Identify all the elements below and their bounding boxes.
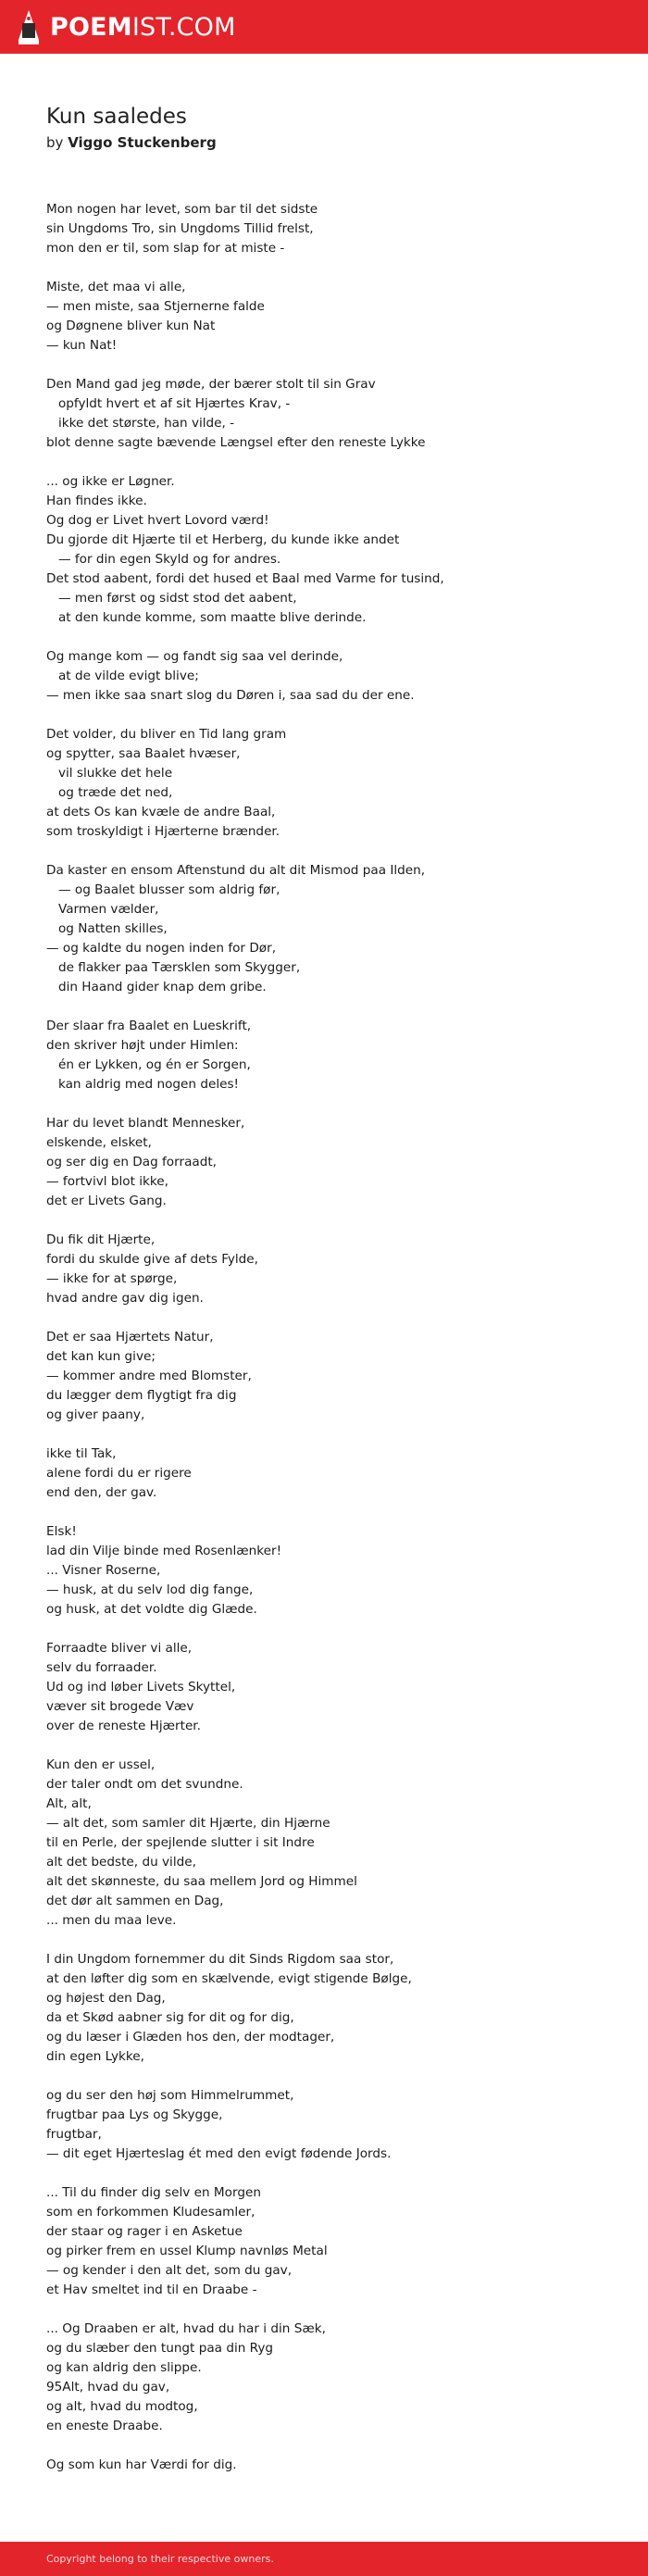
poem-line: blot denne sagte bævende Længsel efter den reneste Lykke bbox=[46, 435, 426, 450]
poem-line: Miste, det maa vi alle, bbox=[46, 280, 186, 294]
logo-light-text: IST.COM bbox=[131, 12, 236, 42]
poem-line: Da kaster en ensom Aftenstund du alt dit Mismod paa Ilden, bbox=[46, 863, 426, 878]
poem-line: og træde det ned, bbox=[46, 785, 173, 800]
poem-line: — og Baalet blusser som aldrig før, bbox=[46, 882, 280, 897]
poem-line: Der slaar fra Baalet en Lueskrift, bbox=[46, 1019, 252, 1033]
poem-line: at de vilde evigt blive; bbox=[46, 669, 199, 683]
poem-line: — og kaldte du nogen inden for Dør, bbox=[46, 941, 277, 956]
poem-line: der staar og rager i en Asketue bbox=[46, 2224, 243, 2239]
poem-line: at den kunde komme, som maatte blive derinde. bbox=[46, 610, 367, 625]
pen-nib-icon bbox=[17, 8, 41, 45]
poem-line: og du ser den høj som Himmelrummet, bbox=[46, 2088, 294, 2103]
poem-line: og du slæber den tungt paa din Ryg bbox=[46, 2341, 274, 2356]
poem-line: end den, der gav. bbox=[46, 1485, 157, 1500]
poem-line: da et Skød aabner sig for dit og for dig, bbox=[46, 2010, 294, 2025]
poem-line: lad din Vilje binde med Rosenlænker! bbox=[46, 1544, 282, 1558]
poem-line: som troskyldigt i Hjærterne brænder. bbox=[46, 824, 280, 839]
site-footer bbox=[0, 2542, 648, 2576]
poem-line: I din Ungdom fornemmer du dit Sinds Rigdom saa stor, bbox=[46, 1952, 394, 1967]
poem-stanza bbox=[46, 2456, 620, 2475]
poem-line: — dit eget Hjærteslag ét med den evigt fødende Jords. bbox=[46, 2146, 392, 2161]
poem-stanza bbox=[46, 278, 620, 356]
poem-line: — og kender i den alt det, som du gav, bbox=[46, 2263, 293, 2278]
poem-line: og Natten skilles, bbox=[46, 921, 168, 936]
poem-line: sin Ungdoms Tro, sin Ungdoms Tillid frelst, bbox=[46, 221, 314, 236]
poem-line: opfyldt hvert et af sit Hjærtes Krav, - bbox=[46, 396, 291, 411]
poem-heading bbox=[46, 102, 611, 153]
poem-line: frugtbar paa Lys og Skygge, bbox=[46, 2107, 223, 2122]
poem-line: til en Perle, der spejlende slutter i sit Indre bbox=[46, 1835, 315, 1850]
poem-stanza bbox=[46, 375, 620, 453]
poem-stanza bbox=[46, 725, 620, 842]
poem-line: Alt, alt, bbox=[46, 1796, 92, 1811]
poem-line: du lægger dem flygtigt fra dig bbox=[46, 1388, 237, 1403]
poem-line: frugtbar, bbox=[46, 2127, 102, 2142]
poem-line: Den Mand gad jeg møde, der bærer stolt til sin Grav bbox=[46, 377, 376, 392]
poem-line: alt det skønneste, du saa mellem Jord og Himmel bbox=[46, 1874, 357, 1889]
poem-line: og alt, hvad du modtog, bbox=[46, 2399, 198, 2414]
poem-line: og kan aldrig den slippe. bbox=[46, 2360, 202, 2375]
poem-line: det kan kun give; bbox=[46, 1349, 156, 1364]
poem-line: og pirker frem en ussel Klump navnløs Metal bbox=[46, 2244, 328, 2258]
site-logo[interactable] bbox=[17, 8, 236, 45]
poem-line: — men miste, saa Stjernerne falde bbox=[46, 299, 265, 314]
poem-line: ikke til Tak, bbox=[46, 1446, 117, 1461]
poem-line: — husk, at du selv lod dig fange, bbox=[46, 1582, 254, 1597]
poem-line: ... Og Draaben er alt, hvad du har i din Sæk, bbox=[46, 2321, 326, 2336]
poem-line: Det volder, du bliver en Tid lang gram bbox=[46, 727, 287, 742]
poem-line: at dets Os kan kvæle de andre Baal, bbox=[46, 805, 276, 819]
poem-line: og du læser i Glæden hos den, der modtager, bbox=[46, 2030, 335, 2045]
poem-line: Har du levet blandt Mennesker, bbox=[46, 1116, 245, 1131]
poem-line: én er Lykken, og én er Sorgen, bbox=[46, 1057, 251, 1072]
poem-line: — kun Nat! bbox=[46, 338, 118, 353]
poem-stanza bbox=[46, 472, 620, 628]
poem-line: og ser dig en Dag forraadt, bbox=[46, 1155, 218, 1169]
poem-line: Elsk! bbox=[46, 1524, 77, 1539]
poem-line: alene fordi du er rigere bbox=[46, 1466, 192, 1481]
poem-line: 95Alt, hvad du gav, bbox=[46, 2380, 170, 2395]
logo-text bbox=[50, 12, 236, 42]
site-header bbox=[0, 0, 648, 54]
poem-line: — men ikke saa snart slog du Døren i, saa sad du der ene. bbox=[46, 688, 415, 703]
poem-line: Du gjorde dit Hjærte til et Herberg, du kunde ikke andet bbox=[46, 532, 400, 547]
poem-line: ikke det største, han vilde, - bbox=[46, 416, 235, 431]
poem-author[interactable]: Viggo Stuckenberg bbox=[68, 134, 217, 151]
poem-line: Varmen vælder, bbox=[46, 902, 159, 917]
poem-line: den skriver højt under Himlen: bbox=[46, 1038, 239, 1053]
poem-line: Mon nogen har levet, som bar til det sidste bbox=[46, 202, 318, 217]
poem-stanza bbox=[46, 2086, 620, 2164]
poem-line: vil slukke det hele bbox=[46, 766, 173, 781]
poem-line: alt det bedste, du vilde, bbox=[46, 1855, 196, 1869]
poem-line: mon den er til, som slap for at miste - bbox=[46, 241, 285, 256]
poem-line: ... Til du finder dig selv en Morgen bbox=[46, 2185, 261, 2200]
poem-line: Ud og ind løber Livets Skyttel, bbox=[46, 1680, 236, 1694]
poem-line: og højest den Dag, bbox=[46, 1991, 166, 2006]
poem-line: og Døgnene bliver kun Nat bbox=[46, 319, 216, 333]
poem-line: selv du forraader. bbox=[46, 1660, 157, 1675]
poem-line: det dør alt sammen en Dag, bbox=[46, 1894, 224, 1908]
poem-stanza bbox=[46, 1017, 620, 1094]
poem-line: Det stod aabent, fordi det hused et Baal med Varme for tusind, bbox=[46, 571, 444, 586]
poem-line: et Hav smeltet ind til en Draabe - bbox=[46, 2282, 257, 2297]
logo-bold-text: POEM bbox=[50, 12, 132, 42]
poem-body bbox=[46, 200, 620, 2495]
poem-line: over de reneste Hjærter. bbox=[46, 1719, 201, 1733]
poem-line: ... men du maa leve. bbox=[46, 1913, 177, 1928]
poem-line: hvad andre gav dig igen. bbox=[46, 1291, 204, 1306]
poem-line: Det er saa Hjærtets Natur, bbox=[46, 1330, 214, 1344]
poem-line: din egen Lykke, bbox=[46, 2049, 144, 2064]
poem-line: — alt det, som samler dit Hjærte, din Hjærne bbox=[46, 1816, 330, 1831]
poem-line: — ikke for at spørge, bbox=[46, 1271, 178, 1286]
poem-line: ... Visner Roserne, bbox=[46, 1563, 161, 1578]
poem-stanza bbox=[46, 647, 620, 706]
poem-line: din Haand gider knap dem gribe. bbox=[46, 980, 267, 994]
poem-stanza bbox=[46, 1950, 620, 2067]
poem-line: — kommer andre med Blomster, bbox=[46, 1369, 252, 1383]
byline bbox=[46, 132, 611, 153]
poem-line: og spytter, saa Baalet hvæser, bbox=[46, 746, 241, 761]
poem-line: ... og ikke er Løgner. bbox=[46, 474, 175, 489]
poem-line: der taler ondt om det svundne. bbox=[46, 1777, 243, 1792]
poem-line: at den løfter dig som en skælvende, evigt stigende Bølge, bbox=[46, 1971, 412, 1986]
poem-line: Og som kun har Værdi for dig. bbox=[46, 2457, 237, 2472]
poem-stanza bbox=[46, 1328, 620, 1425]
poem-stanza bbox=[46, 1231, 620, 1308]
poem-line: Og mange kom — og fandt sig saa vel derinde, bbox=[46, 649, 343, 664]
poem-line: — fortvivl blot ikke, bbox=[46, 1174, 168, 1189]
poem-line: det er Livets Gang. bbox=[46, 1194, 167, 1208]
poem-line: en eneste Draabe. bbox=[46, 2419, 163, 2433]
poem-stanza bbox=[46, 2183, 620, 2300]
poem-line: og giver paany, bbox=[46, 1407, 145, 1422]
poem-line: elskende, elsket, bbox=[46, 1135, 152, 1150]
poem-line: Han findes ikke. bbox=[46, 494, 147, 508]
copyright-text: Copyright belong to their respective owners. bbox=[46, 2553, 274, 2565]
poem-line: og husk, at det voldte dig Glæde. bbox=[46, 1602, 257, 1617]
poem-line: fordi du skulde give af dets Fylde, bbox=[46, 1252, 258, 1267]
poem-stanza bbox=[46, 200, 620, 258]
poem-stanza bbox=[46, 1756, 620, 1931]
poem-line: de flakker paa Tærsklen som Skygger, bbox=[46, 960, 301, 975]
poem-title: Kun saaledes bbox=[46, 105, 187, 129]
poem-line: væver sit brogede Væv bbox=[46, 1699, 194, 1714]
poem-line: kan aldrig med nogen deles! bbox=[46, 1077, 239, 1092]
poem-stanza bbox=[46, 1639, 620, 1736]
poem-line: — men først og sidst stod det aabent, bbox=[46, 591, 297, 606]
poem-stanza bbox=[46, 1444, 620, 1503]
poem-stanza bbox=[46, 1522, 620, 1619]
poem-stanza bbox=[46, 1114, 620, 1211]
poem-stanza bbox=[46, 861, 620, 997]
poem-line: som en forkommen Kludesamler, bbox=[46, 2205, 255, 2220]
poem-line: Forraadte bliver vi alle, bbox=[46, 1641, 193, 1656]
poem-line: Du fik dit Hjærte, bbox=[46, 1232, 156, 1247]
poem-stanza bbox=[46, 2320, 620, 2436]
byline-prefix: by bbox=[46, 134, 64, 151]
poem-line: — for din egen Skyld og for andres. bbox=[46, 552, 281, 567]
poem-line: Og dog er Livet hvert Lovord værd! bbox=[46, 513, 269, 528]
poem-line: Kun den er ussel, bbox=[46, 1757, 156, 1772]
